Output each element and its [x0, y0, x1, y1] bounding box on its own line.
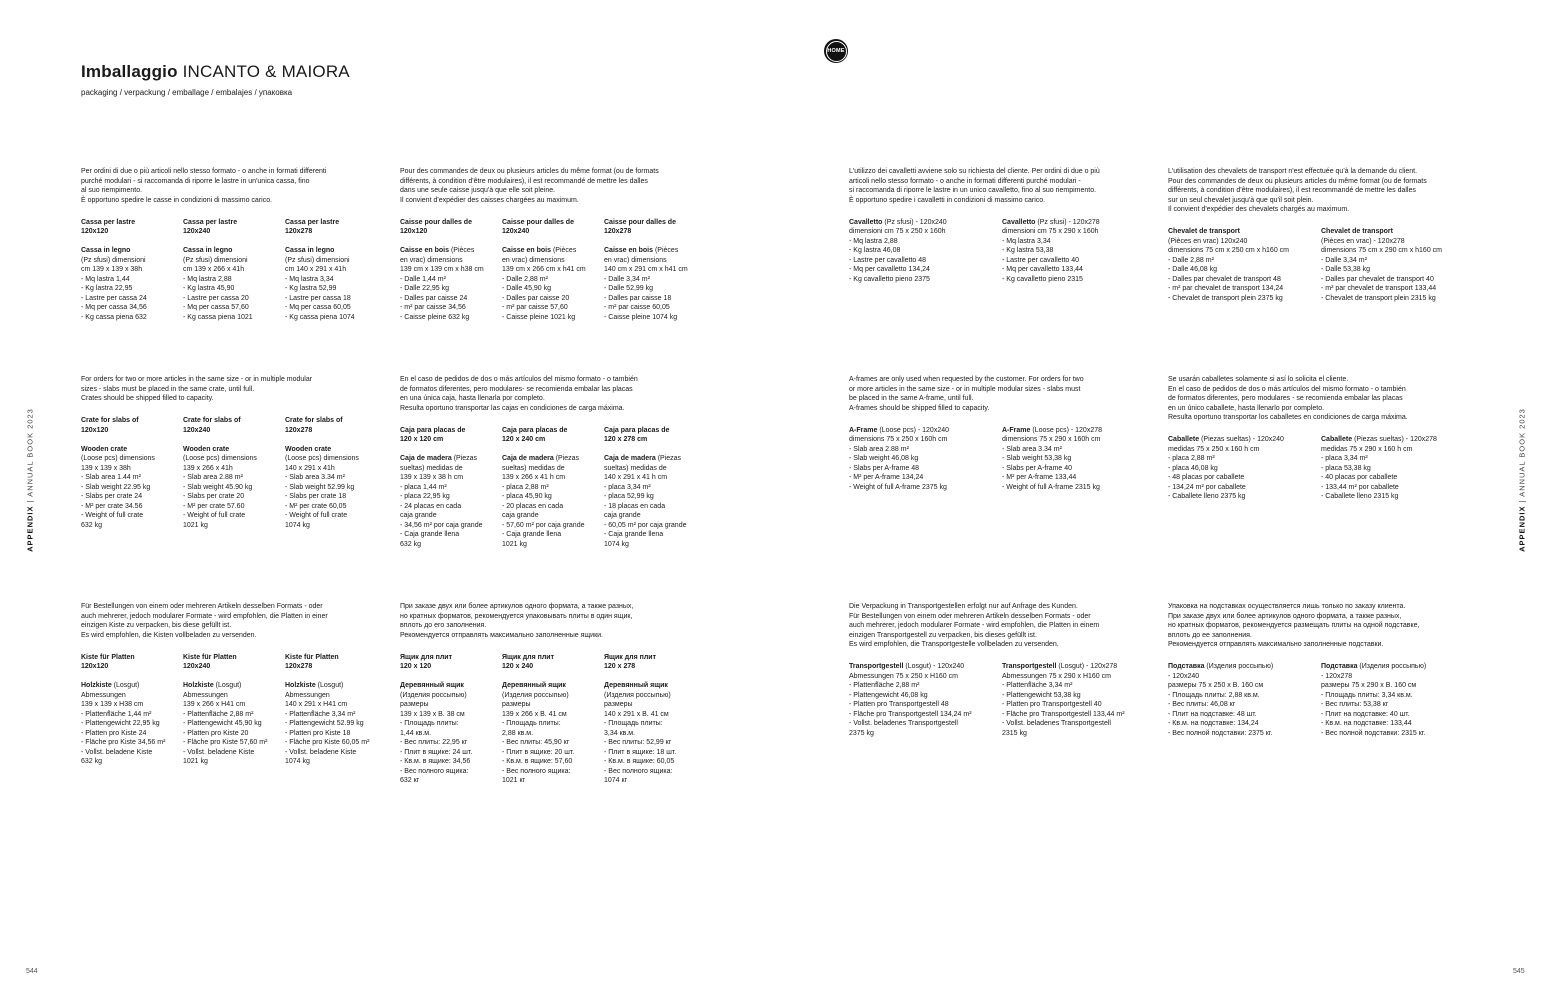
spec-subheading — [849, 218, 1002, 228]
spec-body: en vrac) dimensions 139 cm x 266 cm x h41 cm - Dalle 2,88 m² - Dalle 45,90 kg - Dalles par caisse 20 - m² par caisse 57,60 - Caisse pleine 1021 kg — [502, 256, 586, 321]
spec-subheading-bold: Wooden crate — [81, 445, 128, 453]
home-button[interactable]: HOME — [824, 39, 848, 63]
spec-subheading-bold: Holzkiste — [183, 682, 214, 689]
spec-column — [1002, 426, 1155, 493]
spec-subheading-rest: (Losgut) - 120x278 — [1056, 663, 1118, 670]
spec-subheading-bold: Caisse en bois — [604, 247, 654, 254]
title-rest: INCANTO & MAIORA — [182, 62, 350, 81]
spec-columns — [1168, 662, 1474, 738]
spec-subheading — [183, 246, 285, 256]
spec-subheading-rest: (Losgut) — [213, 682, 242, 689]
spec-subheading-rest: (Losgut) - 120x240 — [903, 663, 965, 670]
spec-subheading — [81, 445, 183, 455]
section-intro: Per ordini di due o più articoli nello stesso formato - o anche in formati differenti purché modulari - si raccomanda di riporre le lastre in un'unica cassa, fino al suo riempimento. È opportuno spedire le casse in condizioni di massimo carico. — [81, 168, 327, 204]
spec-column — [183, 416, 285, 530]
spec-subheading-bold: A-Frame — [1002, 426, 1031, 434]
spec-subheading-bold: Cavalletto — [1002, 218, 1036, 226]
spec-column — [285, 218, 387, 323]
spec-subheading-rest: (Piezas — [451, 455, 478, 462]
spec-subheading-bold: Wooden crate — [285, 445, 332, 453]
spec-subheading-rest: (Pz sfusi) - 120x240 — [882, 218, 947, 226]
spec-heading: Caisse pour dalles de 120x278 — [604, 218, 676, 235]
spec-subheading — [400, 454, 502, 464]
spec-subheading — [1002, 426, 1155, 436]
spec-subheading-bold: Деревянный ящик — [502, 682, 566, 689]
spec-subheading-bold: Caja de madera — [604, 455, 656, 462]
section-intro: Pour des commandes de deux ou plusieurs articles du même format (ou de formats différents, à condition d'être modulaires), il est recommandé de mettre les dalles dans une seule caisse jusqu'à que elle soit pleine. Il convient d'expédier des caisses chargées au maximum. — [400, 168, 659, 204]
spec-heading: Cassa per lastre 120x120 — [81, 218, 136, 235]
spec-subheading — [285, 445, 387, 455]
spec-column — [285, 653, 387, 767]
spec-subheading — [285, 246, 387, 256]
spec-body: dimensioni cm 75 x 290 x 160h - Mq lastra 3,34 - Kg lastra 53,38 - Lastre per cavalletto 40 - Mq per cavalletto 133,44 - Kg cavalletto pieno 2315 — [1002, 228, 1099, 283]
spec-heading: Crate for slabs of 120x240 — [183, 417, 241, 434]
spec-subheading — [1002, 218, 1155, 228]
section-fr — [400, 167, 700, 321]
section-en — [81, 375, 381, 529]
spec-columns — [849, 662, 1155, 738]
spec-subheading-rest: (Losgut) — [315, 682, 344, 689]
spec-body: (Loose pcs) dimensions 139 x 266 x 41h - Slab area 2.88 m² - Slab weight 45.90 kg - Slabs per crate 20 - M² per crate 57.60 - Weight of full crate 1021 kg — [183, 455, 257, 529]
spec-subheading-bold: Деревянный ящик — [400, 682, 464, 689]
spec-column — [1168, 227, 1321, 303]
spec-subheading — [849, 662, 1002, 672]
spec-subheading — [81, 681, 183, 691]
spec-subheading — [502, 681, 604, 691]
spec-subheading-rest: (Pz sfusi) - 120x278 — [1035, 218, 1100, 226]
spec-column — [1168, 435, 1321, 502]
spec-subheading-bold: Caballete — [1321, 436, 1353, 443]
spec-subheading-bold: Caja de madera — [502, 455, 554, 462]
spec-subheading-rest: (Piezas — [655, 455, 682, 462]
spec-column — [502, 426, 604, 550]
spec-columns — [400, 426, 706, 550]
spec-subheading — [1321, 435, 1474, 445]
spec-column — [849, 662, 1002, 738]
spec-subheading — [502, 454, 604, 464]
spec-subheading-bold: Cassa in legno — [285, 247, 335, 254]
section-de — [81, 602, 381, 765]
spec-heading: Kiste für Platten 120x120 — [81, 653, 135, 670]
section-intro: A-frames are only used when requested by the customer. For orders for two or more articles in the same size - or in multiple modular sizes - slabs must be placed in the same A-frame, until full. A-frames should be shipped filled to capacity. — [849, 376, 1084, 412]
spec-body: dimensioni cm 75 x 250 x 160h - Mq lastra 2,88 - Kg lastra 46,08 - Lastre per cavalletto 48 - Mq per cavalletto 134,24 - Kg cavalletto pieno 2375 — [849, 228, 946, 283]
spec-column — [285, 416, 387, 530]
spec-subheading-bold: Cassa in legno — [183, 247, 233, 254]
spec-subheading — [183, 445, 285, 455]
spec-subheading-rest: (Losgut) — [111, 682, 140, 689]
spec-subheading — [1168, 662, 1321, 672]
spec-columns — [81, 653, 387, 767]
spec-heading: Cassa per lastre 120x278 — [285, 218, 340, 235]
spec-subheading-bold: Caja de madera — [400, 455, 452, 462]
page-number-left: 544 — [26, 968, 38, 975]
page-number-right: 545 — [1513, 968, 1525, 975]
spec-heading: Chevalet de transport — [1168, 228, 1240, 235]
spec-body: sueltas) medidas de 139 x 139 x 38 h cm - placa 1,44 m² - placa 22,95 kg - 24 placas en cada caja grande - 34,56 m² por caja grande - Caja grande llena 632 kg — [400, 464, 483, 548]
spec-subheading-rest: (Loose pcs) - 120x240 — [877, 426, 950, 434]
spec-body: medidas 75 x 250 x 160 h cm - placa 2,88 m² - placa 46,08 kg - 48 placas por caballete - 134,24 m² por caballete - Caballete lleno 2375 kg — [1168, 445, 1260, 500]
section-intro: L'utilisation des chevalets de transport n'est effectuée qu'à la demande du client. Pour des commandes de deux ou plusieurs articles du même format (ou de formats différents, à condition d'être modulaires), il est recommandé de mettre les dalles sur un seul chevalet jusqu'à que qu'il soit plein. Il convient d'expédier des chevalets chargés au maximum. — [1168, 168, 1427, 213]
spec-heading: Ящик для плит 120 x 278 — [604, 653, 657, 670]
spec-column — [400, 218, 502, 323]
section-it-aframe — [849, 167, 1149, 283]
spec-subheading — [604, 681, 706, 691]
side-label-left — [26, 408, 35, 552]
spec-columns — [400, 218, 706, 323]
section-it — [81, 167, 381, 321]
spec-subheading-rest: (Piezas — [553, 455, 580, 462]
spec-body: (Loose pcs) dimensions 139 x 139 x 38h - Slab area 1.44 m² - Slab weight 22.95 kg - Slabs per crate 24 - M² per crate 34.56 - Weight of full crate 632 kg — [81, 455, 155, 529]
spec-subheading-bold: Holzkiste — [285, 682, 316, 689]
side-label-bold: APPENDIX — [25, 505, 35, 552]
spec-column — [183, 218, 285, 323]
section-en-aframe — [849, 375, 1149, 491]
side-label-right — [1518, 408, 1527, 552]
section-fr-aframe — [1168, 167, 1468, 302]
section-intro: En el caso de pedidos de dos o más artículos del mismo formato - o también de formatos diferentes, pero modulares- se recomienda embalar las placas en una única caja, hasta llenarla por completo. Resulta oportuno transportar las cajas en condiciones de carga máxima. — [400, 376, 638, 412]
spec-heading: Ящик для плит 120 x 240 — [502, 653, 555, 670]
spec-column — [502, 653, 604, 786]
spec-columns — [400, 653, 706, 786]
spec-column — [400, 426, 502, 550]
spec-body: Abmessungen 75 x 290 x H160 cm - Plattenfläche 3,34 m² - Plattengewicht 53,38 kg - Platten pro Transportgestell 40 - Fläche pro Transportgestell 133,44 m² - Vollst. beladenes Transportgestell 2315 kg — [1002, 672, 1125, 737]
spec-body: (Pz sfusi) dimensioni cm 139 x 139 x 38h - Mq lastra 1,44 - Kg lastra 22,95 - Lastre per cassa 24 - Mq per cassa 34,56 - Kg cassa piena 632 — [81, 256, 147, 321]
spec-column — [1002, 662, 1155, 738]
spec-column — [1002, 218, 1155, 285]
spec-subheading-rest: (Piezas sueltas) - 120x240 — [1199, 436, 1284, 443]
spec-heading: Chevalet de transport — [1321, 228, 1393, 235]
spec-heading: Kiste für Platten 120x278 — [285, 653, 339, 670]
spec-body: sueltas) medidas de 139 x 266 x 41 h cm - placa 2,88 m² - placa 45,90 kg - 20 placas en cada caja grande - 57,60 m² por caja grande - Caja grande llena 1021 kg — [502, 464, 585, 548]
spec-column — [1321, 227, 1474, 303]
spec-subheading — [400, 681, 502, 691]
spec-subheading-rest: (Pièces — [449, 247, 475, 254]
spec-body: (Pz sfusi) dimensioni cm 139 x 266 x 41h - Mq lastra 2,88 - Kg lastra 45,90 - Lastre per cassa 20 - Mq per cassa 57,60 - Kg cassa piena 1021 — [183, 256, 253, 321]
side-label-bold: APPENDIX — [1517, 505, 1527, 552]
spec-heading: Kiste für Platten 120x240 — [183, 653, 237, 670]
spec-subheading-rest: (Pièces — [653, 247, 679, 254]
spec-subheading-bold: Holzkiste — [81, 682, 112, 689]
title-bold: Imballaggio — [81, 62, 178, 81]
spec-column — [604, 426, 706, 550]
section-es-aframe — [1168, 375, 1468, 500]
spec-columns — [1168, 435, 1474, 502]
spec-subheading-bold: Подставка — [1321, 663, 1358, 670]
section-intro: При заказе двух или более артикулов одного формата, а также разных, но кратных форматов, рекомендуется упаковывать плиты в один ящик, вплоть до его заполнения. Рекомендуется отправлять максимально заполненные ящики. — [400, 603, 634, 639]
spec-column — [400, 653, 502, 786]
spec-heading: Caisse pour dalles de 120x120 — [400, 218, 472, 235]
spec-subheading-bold: Деревянный ящик — [604, 682, 668, 689]
spec-subheading-bold: Transportgestell — [1002, 663, 1057, 670]
section-intro: Die Verpackung in Transportgestellen erfolgt nur auf Anfrage des Kunden. Für Bestellungen von einem oder mehreren Artikeln desselben Formats - oder auch mehrerer, jedoch modularer Formate - wird empfohlen, die Platten in einem einzigen Transportgestell zu verpacken, bis dieses gefüllt ist. Es wird empfohlen, die Transportgestelle vollbeladen zu versenden. — [849, 603, 1100, 648]
spec-body: (Pz sfusi) dimensioni cm 140 x 291 x 41h - Mq lastra 3,34 - Kg lastra 52,99 - Lastre per cassa 18 - Mq per cassa 60,05 - Kg cassa piena 1074 — [285, 256, 355, 321]
page-title — [81, 62, 350, 82]
spec-column — [604, 218, 706, 323]
section-es — [400, 375, 700, 548]
spec-subheading-bold: A-Frame — [849, 426, 878, 434]
spec-body: (Изделия россыпью) размеры 139 x 139 x В. 38 см - Площадь плиты: 1,44 кв.м. - Вес плиты: 22,95 кг - Плит в ящике: 24 шт. - Кв.м. в ящике: 34,56 - Вес полного ящика: 632 кг — [400, 691, 473, 784]
spec-column — [183, 653, 285, 767]
spec-heading: Ящик для плит 120 x 120 — [400, 653, 453, 670]
spec-column — [81, 653, 183, 767]
spec-heading: Caja para placas de 120 x 278 cm — [604, 426, 670, 443]
spec-body: (Loose pcs) dimensions 140 x 291 x 41h - Slab area 3.34 m² - Slab weight 52.99 kg - Slabs per crate 18 - M² per crate 60,05 - Weight of full crate 1074 kg — [285, 455, 359, 529]
spec-column — [1321, 435, 1474, 502]
spec-subheading — [400, 246, 502, 256]
section-intro: Упаковка на подставках осуществляется лишь только по заказу клиента. При заказе двух или более артикулов одного формата, а также разных, но кратных форматов, рекомендуется размещать плиты на одной подставке, вплоть до ее заполнения. Рекомендуется отправлять максимально заполненные подставки. — [1168, 603, 1420, 648]
spec-body: (Pièces en vrac) - 120x278 dimensions 75 cm x 290 cm x h160 cm - Dalle 3,34 m² - Dalle 53,38 kg - Dalles par chevalet de transport 40 - m² par chevalet de transport 133,44 - Chevalet de transport plein 2315 kg — [1321, 237, 1442, 302]
spec-column — [849, 218, 1002, 285]
spec-column — [849, 426, 1002, 493]
spec-subheading — [502, 246, 604, 256]
spec-columns — [849, 426, 1155, 493]
spec-columns — [81, 416, 387, 530]
spec-body: (Pièces en vrac) 120x240 dimensions 75 cm x 250 cm x h160 cm - Dalle 2,88 m² - Dalle 46,08 kg - Dalles par chevalet de transport 48 - m² par chevalet de transport 134,24 - Chevalet de transport plein 2375 kg — [1168, 237, 1289, 302]
spec-body: dimensions 75 x 290 x 160h cm - Slab area 3.34 m² - Slab weight 53,38 kg - Slabs per A-frame 40 - M² per A-frame 133,44 - Weight of full A-frame 2315 kg — [1002, 436, 1101, 491]
spec-column — [604, 653, 706, 786]
section-ru — [400, 602, 700, 784]
spec-heading: Crate for slabs of 120x278 — [285, 417, 343, 434]
spec-subheading-rest: (Loose pcs) - 120x278 — [1030, 426, 1103, 434]
spec-subheading-rest: (Piezas sueltas) - 120x278 — [1352, 436, 1437, 443]
spec-column — [502, 218, 604, 323]
spec-columns — [849, 218, 1155, 285]
spec-body: Abmessungen 75 x 250 x H160 cm - Plattenfläche 2,88 m² - Plattengewicht 46,08 kg - Platten pro Transportgestell 48 - Fläche pro Transportgestell 134,24 m² - Vollst. beladenes Transportgestell 2375 kg — [849, 672, 972, 737]
spec-subheading — [1002, 662, 1155, 672]
spec-subheading — [285, 681, 387, 691]
section-ru-aframe — [1168, 602, 1468, 737]
side-label-rest: | ANNUAL BOOK 2023 — [25, 408, 35, 506]
spec-body: (Изделия россыпью) размеры 140 x 291 x В. 41 см - Площадь плиты: 3,34 кв.м. - Вес плиты: 52,99 кг - Плит в ящике: 18 шт. - Кв.м. в ящике: 60,05 - Вес полного ящика: 1074 кг — [604, 691, 677, 784]
spec-subheading — [604, 246, 706, 256]
spec-body: Abmessungen 139 x 139 x H38 cm - Plattenfläche 1,44 m² - Plattengewicht 22,95 kg - Platten pro Kiste 24 - Fläche pro Kiste 34,56 m² - Vollst. beladene Kiste 632 kg — [81, 691, 166, 765]
spec-heading: Caja para placas de 120 x 120 cm — [400, 426, 466, 443]
spec-columns — [1168, 227, 1474, 303]
spec-heading: Caisse pour dalles de 120x240 — [502, 218, 574, 235]
spec-subheading-rest: (Изделия россыпью) — [1204, 663, 1274, 670]
spec-subheading-bold: Cassa in legno — [81, 247, 131, 254]
page-subtitle: packaging / verpackung / emballage / embalajes / упаковка — [81, 88, 293, 97]
spec-subheading — [849, 426, 1002, 436]
spec-columns — [81, 218, 387, 323]
spec-body: - 120x240 размеры 75 x 250 x В. 160 см - Площадь плиты: 2,88 кв.м. - Вес плиты: 46,08 кг - Плит на подставке: 48 шт. - Кв.м. на подставке: 134,24 - Вес полной подставки: 2375 кг. — [1168, 672, 1273, 737]
spec-body: en vrac) dimensions 140 cm x 291 cm x h41 cm - Dalle 3,34 m² - Dalle 52,99 kg - Dalles par caisse 18 - m² par caisse 60,05 - Caisse pleine 1074 kg — [604, 256, 688, 321]
spec-body: dimensions 75 x 250 x 160h cm - Slab area 2.88 m² - Slab weight 46,08 kg - Slabs per A-frame 48 - M² per A-frame 134,24 - Weight of full A-frame 2375 kg — [849, 436, 948, 491]
spec-subheading-bold: Cavalletto — [849, 218, 883, 226]
section-de-aframe — [849, 602, 1149, 737]
section-intro: For orders for two or more articles in the same size - or in multiple modular sizes - slabs must be placed in the same crate, until full. Crates should be shipped filled to capacity. — [81, 376, 313, 402]
spec-body: Abmessungen 140 x 291 x H41 cm - Plattenfläche 3,34 m² - Plattengewicht 52.99 kg - Platten pro Kiste 18 - Fläche pro Kiste 60,05 m² - Vollst. beladene Kiste 1074 kg — [285, 691, 370, 765]
spec-column — [81, 218, 183, 323]
spec-subheading — [1168, 435, 1321, 445]
spec-subheading — [1321, 662, 1474, 672]
spec-body: Abmessungen 139 x 266 x H41 cm - Plattenfläche 2,88 m² - Plattengewicht 45,90 kg - Platten pro Kiste 20 - Fläche pro Kiste 57,60 m² - Vollst. beladene Kiste 1021 kg — [183, 691, 268, 765]
spec-subheading-bold: Подставка — [1168, 663, 1205, 670]
spec-body: - 120x278 размеры 75 x 290 x В. 160 см - Площадь плиты: 3,34 кв.м. - Вес плиты: 53,38 кг - Плит на подставке: 40 шт. - Кв.м. на подставке: 133,44 - Вес полной подставки: 2315 кг. — [1321, 672, 1426, 737]
spec-subheading-bold: Caballete — [1168, 436, 1200, 443]
spec-body: medidas 75 x 290 x 160 h cm - placa 3,34 m² - placa 53,38 kg - 40 placas por caballete - 133,44 m² por caballete - Caballete lleno 2315 kg — [1321, 445, 1413, 500]
spec-heading: Crate for slabs of 120x120 — [81, 417, 139, 434]
spec-column — [1168, 662, 1321, 738]
spec-body: (Изделия россыпью) размеры 139 x 266 x В. 41 см - Площадь плиты: 2,88 кв.м. - Вес плиты: 45,90 кг - Плит в ящике: 20 шт. - Кв.м. в ящике: 57,60 - Вес полного ящика: 1021 кг — [502, 691, 575, 784]
side-label-rest: | ANNUAL BOOK 2023 — [1517, 408, 1527, 506]
spec-subheading-bold: Caisse en bois — [502, 247, 552, 254]
spec-body: en vrac) dimensions 139 cm x 139 cm x h38 cm - Dalle 1,44 m² - Dalle 22,95 kg - Dalles par caisse 24 - m² par caisse 34,56 - Caisse pleine 632 kg — [400, 256, 484, 321]
spec-heading: Cassa per lastre 120x240 — [183, 218, 238, 235]
spec-column — [81, 416, 183, 530]
spec-subheading-bold: Wooden crate — [183, 445, 230, 453]
section-intro: Für Bestellungen von einem oder mehreren Artikeln desselben Formats - oder auch mehrerer, jedoch modularer Formate - wird empfohlen, die Platten in einer einzigen Kiste zu verpacken, bis diese gefüllt ist. Es wird empfohlen, die Kisten vollbeladen zu versenden. — [81, 603, 328, 639]
spec-subheading — [81, 246, 183, 256]
spec-body: sueltas) medidas de 140 x 291 x 41 h cm - placa 3,34 m² - placa 52,99 kg - 18 placas en cada caja grande - 60,05 m² por caja grande - Caja grande llena 1074 kg — [604, 464, 687, 548]
spec-subheading-rest: (Pièces — [551, 247, 577, 254]
spec-heading: Caja para placas de 120 x 240 cm — [502, 426, 568, 443]
spec-subheading — [604, 454, 706, 464]
spec-subheading-rest: (Изделия россыпью) — [1357, 663, 1427, 670]
spec-subheading-bold: Transportgestell — [849, 663, 904, 670]
section-intro: L'utilizzo dei cavalletti avviene solo su richiesta del cliente. Per ordini di due o più articoli nello stesso formato - o anche in formati differenti purché modulari - si raccomanda di riporre le lastre in un unico cavalletto, fino al suo riempimento. È opportuno spedire i cavalletti in condizioni di massimo carico. — [849, 168, 1100, 204]
spec-subheading — [183, 681, 285, 691]
spec-column — [1321, 662, 1474, 738]
section-intro: Se usarán caballetes solamente si así lo solicita el cliente. En el caso de pedidos de dos o más artículos del mismo formato - o también de formatos diferentes, pero modulares - se recomienda embalar las placas en un único caballete, hasta llenarlo por completo. Resulta oportuno transportar los caballetes en condiciones de carga máxima. — [1168, 376, 1408, 421]
spec-subheading-bold: Caisse en bois — [400, 247, 450, 254]
